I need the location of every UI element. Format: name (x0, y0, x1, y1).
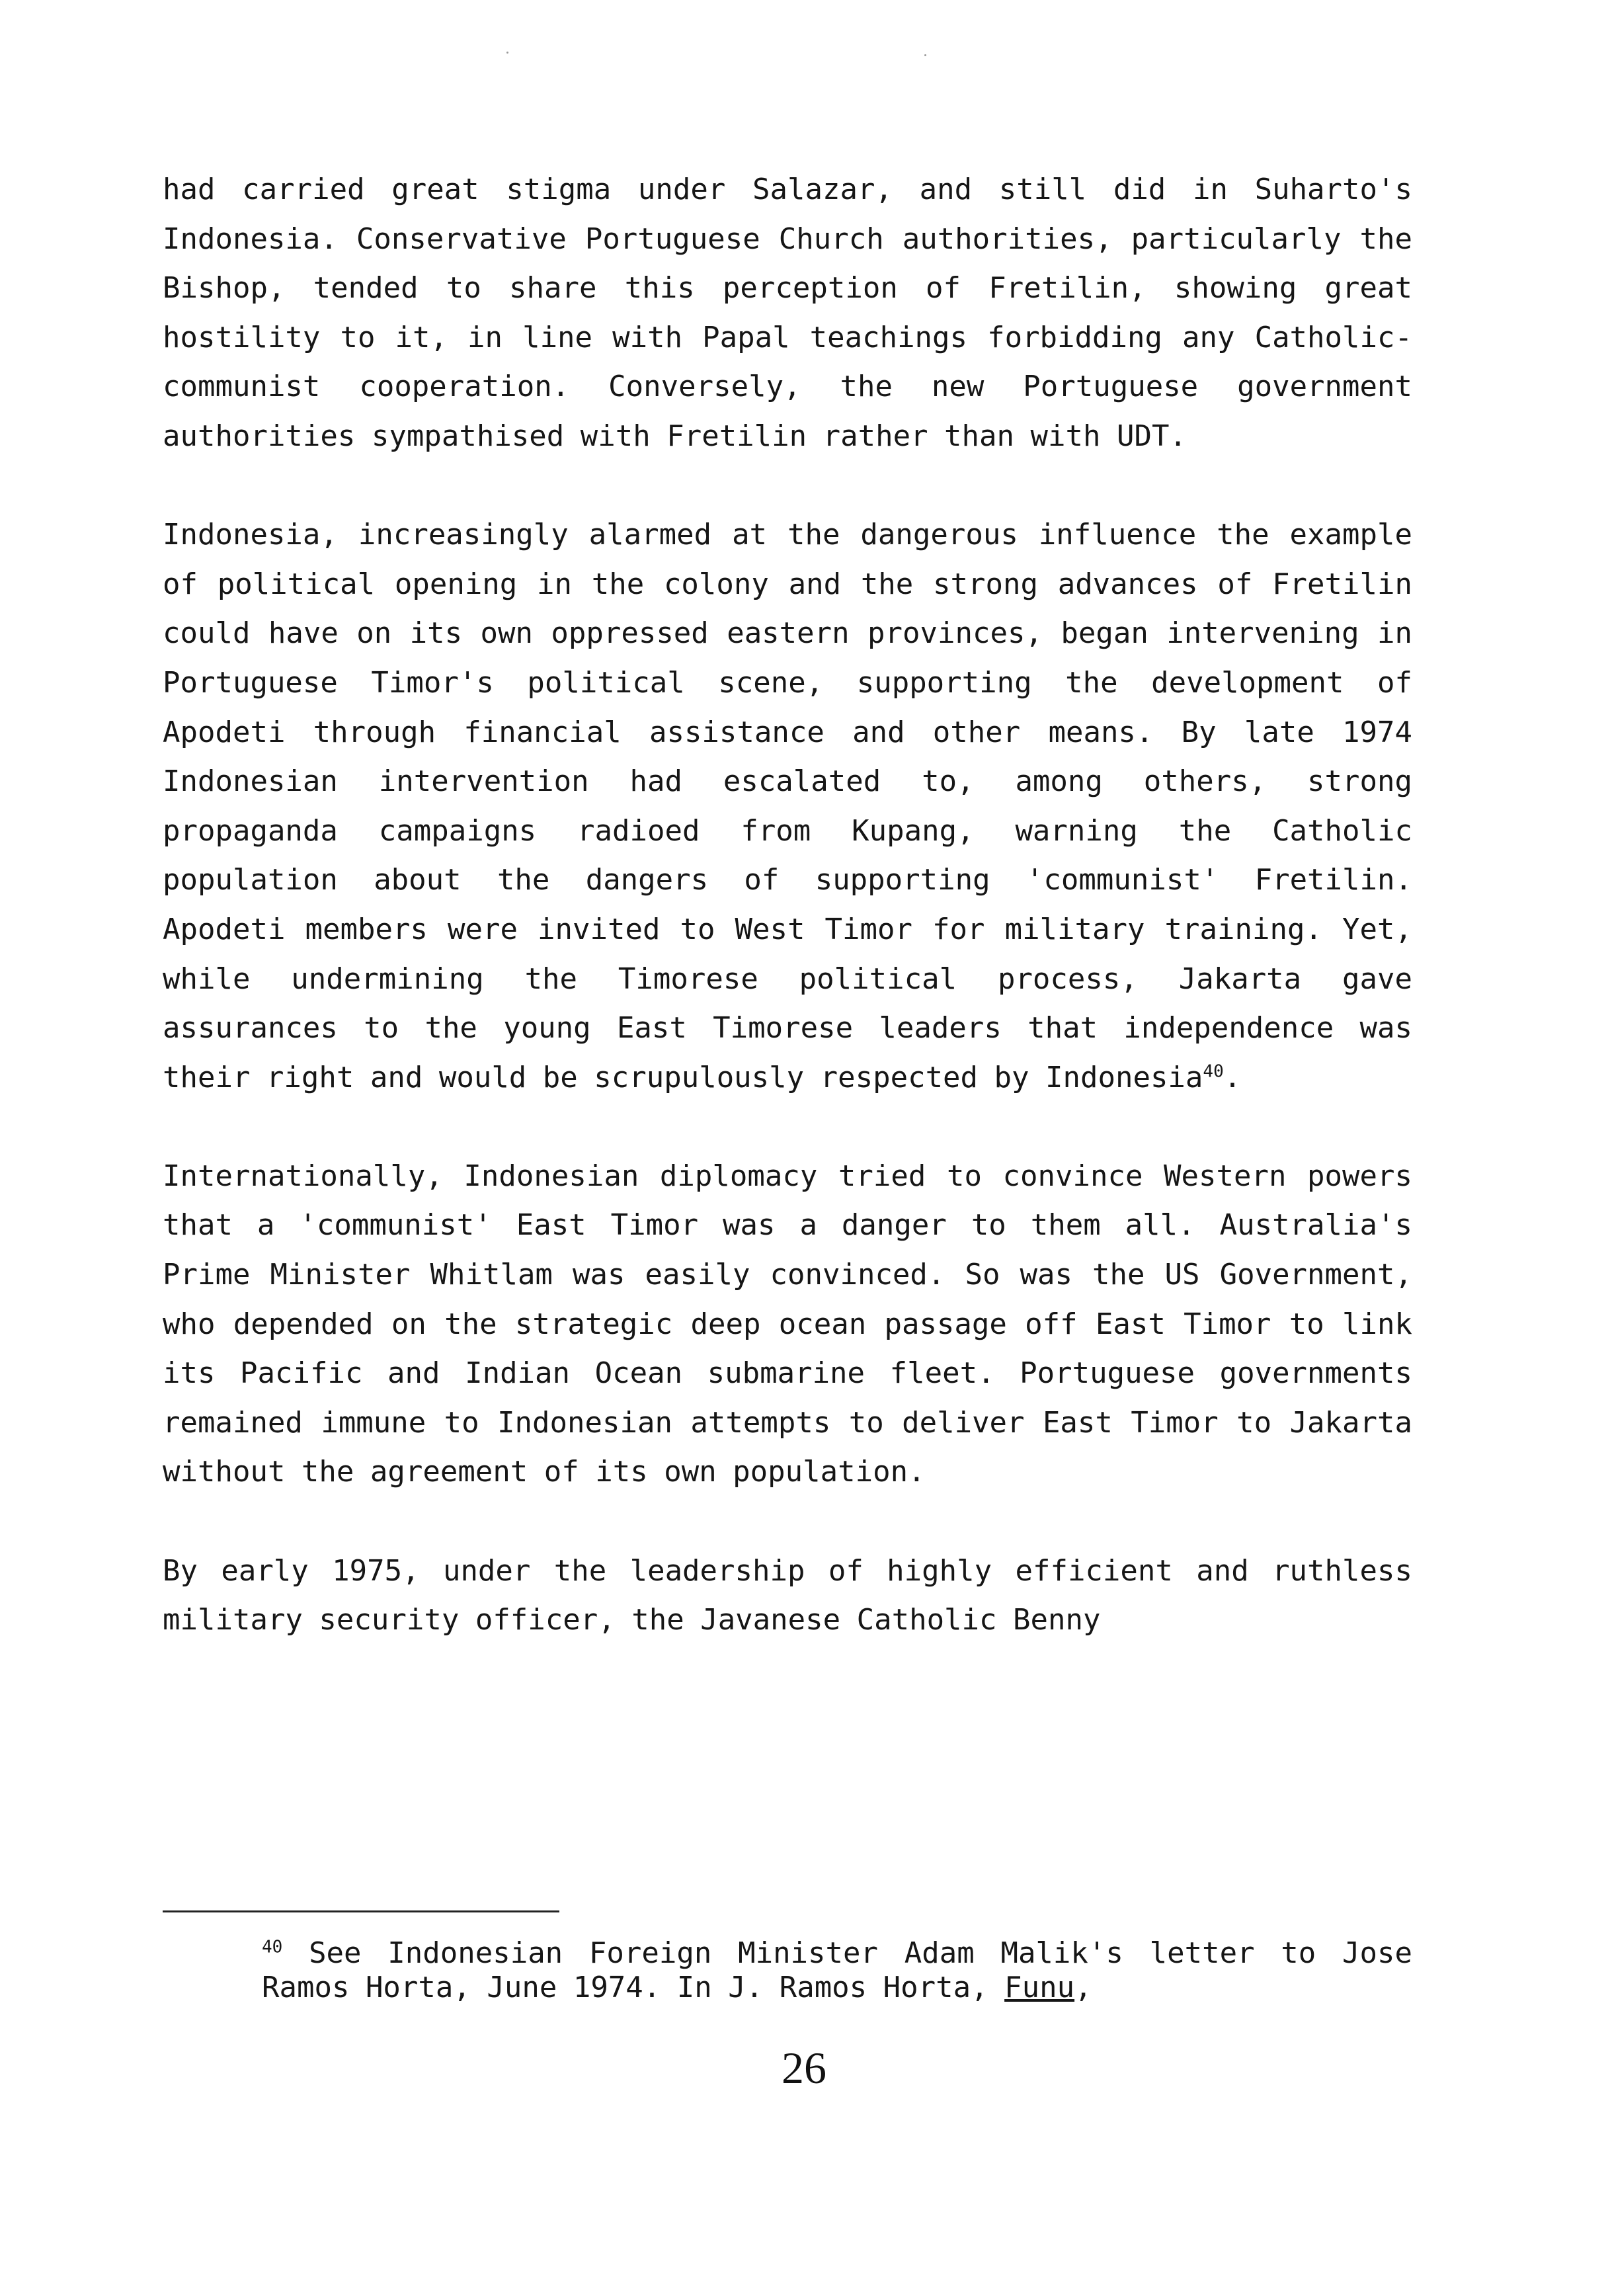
scan-speck (506, 52, 508, 54)
footnote-book-title: Funu (1004, 1971, 1075, 2004)
scan-speck (924, 54, 926, 56)
footnote-text: See Indonesian Foreign Minister Adam Malik's letter to Jose Ramos Horta, June 1974. In J. Ramos Horta, (262, 1936, 1412, 2004)
footnote (163, 1936, 1412, 2005)
footnote-marker: 40 (262, 1937, 283, 1957)
paragraph-4: By early 1975, under the leadership of highly efficient and ruthless military security officer, the Javanese Catholic Benny (163, 1553, 1412, 1637)
paragraph-1: had carried great stigma under Salazar, and still did in Suharto's Indonesia. Conservative Portuguese Church authorities, particularly the Bishop, tended to share this perception of Fretilin, showing great hostility to it, in line with Papal teachings forbidding any Catholic-communist cooperation. Conversely, the new Portuguese government authorities sympathised with Fretilin rather than with UDT. (163, 173, 1412, 453)
footnote-separator (163, 1910, 559, 1912)
footnote-body (163, 1936, 1412, 2005)
footnote-reference[interactable]: 40 (1203, 1061, 1224, 1082)
footnote-trailing: , (1074, 1971, 1092, 2004)
page-number: 26 (782, 2043, 826, 2093)
paragraph-3: Internationally, Indonesian diplomacy tried to convince Western powers that a 'communist' East Timor was a danger to them all. Australia's Prime Minister Whitlam was easily convinced. So was the US Government, who depended on the strategic deep ocean passage off East Timor to link its Pacific and Indian Ocean submarine fleet. Portuguese governments remained immune to Indonesian attempts to deliver East Timor to Jakarta without the agreement of its own population. (163, 1159, 1412, 1489)
body-text (163, 165, 1412, 1694)
paragraph-2-text: Indonesia, increasingly alarmed at the dangerous influence the example of political opening in the colony and the strong advances of Fretilin could have on its own oppressed eastern provinces, began intervening in Portuguese Timor's political scene, supporting the development of Apodeti through financial assistance and other means. By late 1974 Indonesian intervention had escalated to, among others, strong propaganda campaigns radioed from Kupang, warning the Catholic population about the dangers of supporting 'communist' Fretilin. Apodeti members were invited to West Timor for military training. Yet, while undermining the Timorese political process, Jakarta gave assurances to the young East Timorese leaders that independence was their right and would be scrupulously respected by Indonesia (163, 518, 1412, 1094)
paragraph-2 (163, 511, 1412, 1102)
paragraph-2-end: . (1223, 1060, 1242, 1094)
